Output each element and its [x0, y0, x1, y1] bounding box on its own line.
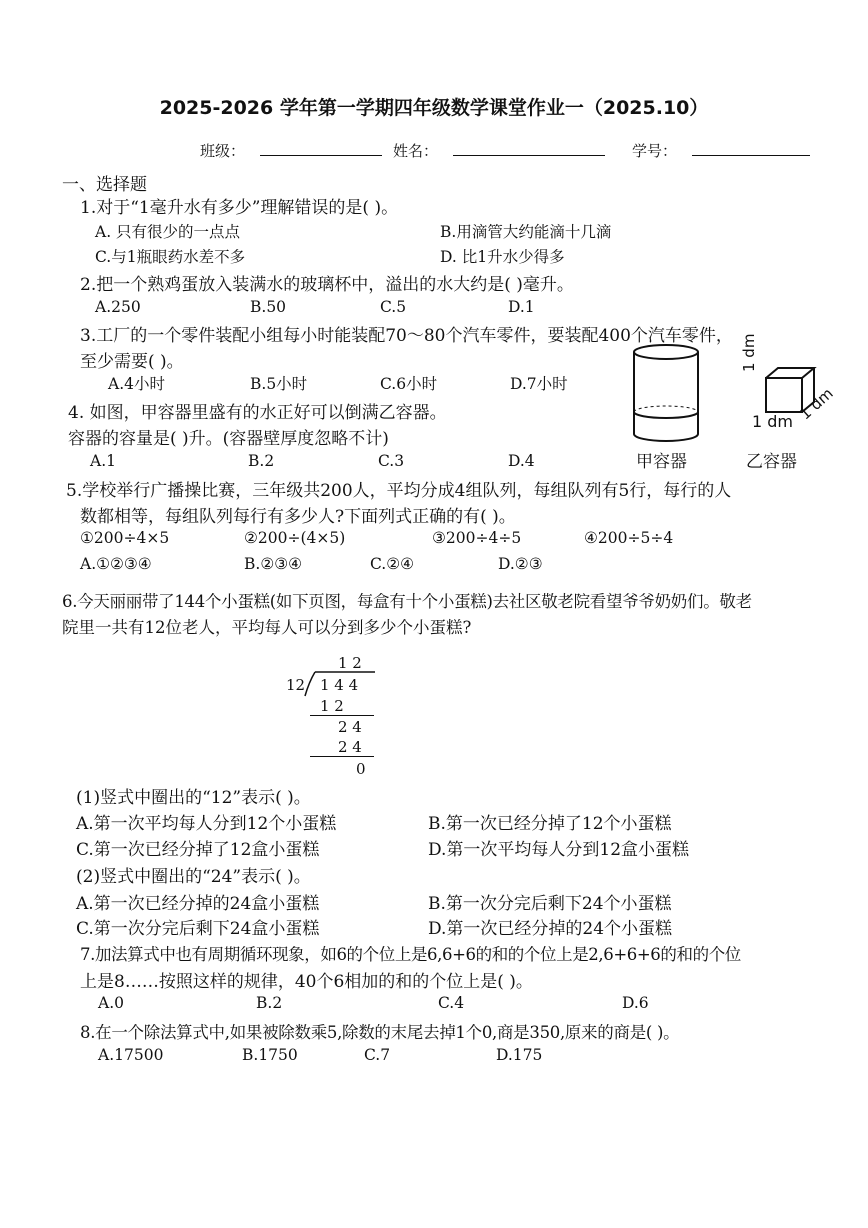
student-id-field — [632, 140, 810, 161]
q4-stem-line2: 容器的容量是( )升。(容器壁厚度忽略不计) — [68, 429, 389, 449]
q4-option-d: D.4 — [508, 452, 535, 470]
q4-option-c: C.3 — [378, 452, 405, 470]
q1-option-a: A. 只有很少的一点点 — [95, 223, 241, 241]
name-field — [393, 140, 605, 161]
ld-divisor: 12 — [286, 676, 306, 694]
q8-option-a: A.17500 — [98, 1046, 164, 1064]
ld-line-2 — [310, 756, 374, 757]
q6-part1-option-c: C.第一次已经分掉了12盒小蛋糕 — [76, 840, 320, 860]
q5-option-d: D.②③ — [498, 555, 543, 573]
q8-option-c: C.7 — [364, 1046, 391, 1064]
section-heading: 一、选择题 — [62, 175, 147, 195]
q6-part2-option-b: B.第一次分完后剩下24个小蛋糕 — [428, 894, 672, 914]
page-title: 2025-2026 学年第一学期四年级数学课堂作业一（2025.10） — [159, 97, 709, 119]
class-field — [200, 140, 382, 161]
q6-part2-option-d: D.第一次已经分掉的24个小蛋糕 — [428, 919, 673, 939]
q5-expression-2: ②200÷(4×5) — [244, 529, 346, 547]
q2-option-d: D.1 — [508, 298, 535, 316]
q5-expression-1: ①200÷4×5 — [80, 529, 170, 547]
q5-stem-line1: 5.学校举行广播操比赛，三年级共200人，平均分成4组队列，每组队列有5行，每行的人 — [66, 481, 732, 501]
q2-option-a: A.250 — [95, 298, 141, 316]
ld-subtract-1: 1 2 — [320, 697, 344, 715]
q7-option-b: B.2 — [256, 994, 283, 1012]
q6-stem-line1: 6.今天丽丽带了144个小蛋糕(如下页图，每盒有十个小蛋糕)去社区敬老院看望爷爷奶奶们。敬老 — [62, 592, 752, 611]
q4-option-a: A.1 — [90, 452, 116, 470]
q6-part1-stem: (1)竖式中圈出的“12”表示( )。 — [76, 788, 311, 808]
q1-option-b: B.用滴管大约能滴十几滴 — [440, 223, 612, 241]
q3-option-b: B.5小时 — [250, 375, 308, 393]
q7-option-c: C.4 — [438, 994, 465, 1012]
q3-option-c: C.6小时 — [380, 375, 438, 393]
ld-final-remainder: 0 — [356, 760, 366, 778]
q7-option-d: D.6 — [622, 994, 649, 1012]
q4-stem-line1: 4. 如图，甲容器里盛有的水正好可以倒满乙容器。 — [68, 403, 447, 423]
q6-part1-option-d: D.第一次平均每人分到12盒小蛋糕 — [428, 840, 690, 860]
cube-height-label: 1 dm — [740, 333, 758, 372]
q2-stem: 2.把一个熟鸡蛋放入装满水的玻璃杯中，溢出的水大约是( )毫升。 — [80, 275, 574, 295]
q3-stem-line1: 3.工厂的一个零件装配小组每小时能装配70～80个汽车零件，要装配400个汽车零件， — [80, 326, 733, 346]
q8-option-d: D.175 — [496, 1046, 543, 1064]
q7-option-a: A.0 — [98, 994, 124, 1012]
q3-option-a: A.4小时 — [108, 375, 165, 393]
student-id-label: 学号： — [632, 142, 678, 160]
q6-part2-option-a: A.第一次已经分掉的24盒小蛋糕 — [76, 894, 320, 914]
q2-option-c: C.5 — [380, 298, 407, 316]
q1-stem: 1.对于“1毫升水有多少”理解错误的是( )。 — [80, 198, 399, 218]
jia-container-label: 甲容器 — [636, 452, 687, 472]
q7-stem-line2: 上是8……按照这样的规律，40个6相加的和的个位上是( )。 — [80, 972, 533, 992]
q3-stem-line2: 至少需要( )。 — [80, 352, 184, 372]
class-label: 班级： — [200, 142, 246, 160]
q5-option-c: C.②④ — [370, 555, 415, 573]
q5-expression-3: ③200÷4÷5 — [432, 529, 522, 547]
q5-stem-line2: 数都相等，每组队列每行有多少人?下面列式正确的有( )。 — [80, 507, 516, 527]
ld-quotient: 1 2 — [338, 654, 362, 672]
ld-subtract-2: 2 4 — [338, 738, 362, 756]
yi-container-label: 乙容器 — [746, 452, 797, 472]
q5-option-b: B.②③④ — [244, 555, 303, 573]
name-blank[interactable] — [453, 141, 605, 156]
q1-option-c: C.与1瓶眼药水差不多 — [95, 248, 246, 266]
q6-part1-option-a: A.第一次平均每人分到12个小蛋糕 — [76, 814, 337, 834]
q4-option-b: B.2 — [248, 452, 275, 470]
q6-part2-stem: (2)竖式中圈出的“24”表示( )。 — [76, 867, 311, 887]
q6-stem-line2: 院里一共有12位老人，平均每人可以分到多少个小蛋糕? — [62, 618, 472, 637]
cube-width-label: 1 dm — [752, 412, 794, 431]
q7-stem-line1: 7.加法算式中也有周期循环现象，如6的个位上是6,6+6的和的个位上是2,6+6+6的和的个位 — [80, 945, 741, 964]
ld-dividend: 1 4 4 — [320, 676, 359, 694]
ld-remainder-1: 2 4 — [338, 718, 362, 736]
jia-container-figure — [628, 342, 708, 446]
cube-depth-label: 1 dm — [796, 384, 837, 424]
q1-option-d: D. 比1升水少得多 — [440, 248, 565, 266]
q6-part1-option-b: B.第一次已经分掉了12个小蛋糕 — [428, 814, 672, 834]
class-blank[interactable] — [260, 141, 382, 156]
q5-expression-4: ④200÷5÷4 — [584, 529, 674, 547]
q2-option-b: B.50 — [250, 298, 287, 316]
name-label: 姓名： — [393, 142, 439, 160]
q5-option-a: A.①②③④ — [80, 555, 152, 573]
ld-line-1 — [310, 715, 374, 716]
q6-part2-option-c: C.第一次分完后剩下24盒小蛋糕 — [76, 919, 320, 939]
student-id-blank[interactable] — [692, 141, 810, 156]
q3-option-d: D.7小时 — [510, 375, 568, 393]
q8-option-b: B.1750 — [242, 1046, 298, 1064]
q8-stem: 8.在一个除法算式中,如果被除数乘5,除数的末尾去掉1个0,商是350,原来的商是( )。 — [80, 1023, 680, 1042]
